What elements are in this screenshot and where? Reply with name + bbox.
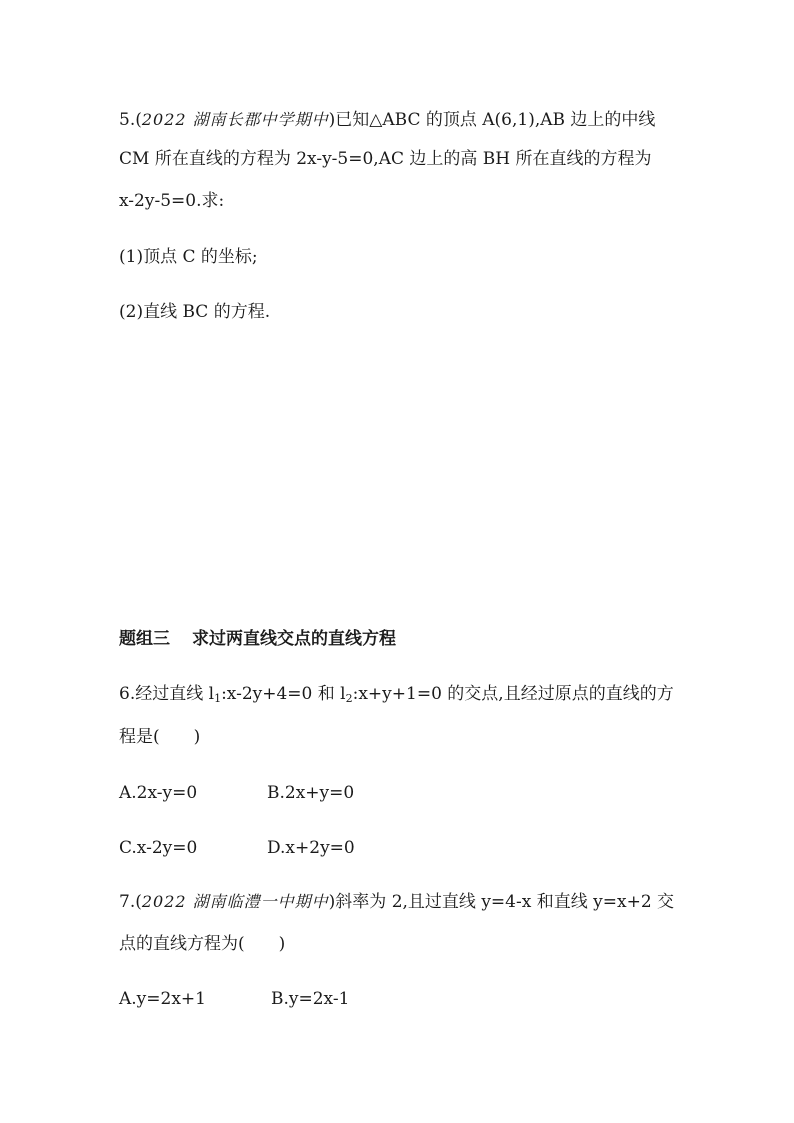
q6-options-row1 (119, 782, 419, 804)
q5-line1-text: )已知△ABC 的顶点 A(6,1),AB 边上的中线 (328, 110, 656, 130)
q6-sub2: 2 (345, 692, 353, 705)
q6-option-c: C.x-2y=0 (119, 838, 198, 858)
q6-option-d: D.x+2y=0 (267, 838, 355, 858)
q6-line1 (119, 683, 674, 705)
q6-line2-b: ) (193, 727, 201, 747)
group3-title: 求过两直线交点的直线方程 (192, 629, 396, 649)
q6-text-c: :x+y+1=0 的交点,且经过原点的直线的方 (352, 684, 674, 704)
q6-option-a: A.2x-y=0 (119, 783, 198, 803)
q7-line2-a: 点的直线方程为( (119, 934, 245, 954)
q7-line1-text: )斜率为 2,且过直线 y=4-x 和直线 y=x+2 交 (328, 892, 675, 912)
q5-part1: (1)顶点 C 的坐标; (119, 247, 258, 267)
q5-source: 2022 湖南长郡中学期中 (141, 110, 329, 129)
group3-heading (119, 628, 396, 650)
q7-number: 7.( (119, 892, 142, 912)
q6-line2 (119, 726, 200, 748)
q6-text-a: 6.经过直线 l (119, 684, 215, 704)
q7-options-row1 (119, 988, 419, 1010)
q7-line2-b: ) (278, 934, 286, 954)
q5-number: 5.( (119, 110, 142, 130)
group3-label: 题组三 (119, 629, 170, 649)
q7-option-b: B.y=2x-1 (271, 989, 350, 1009)
q6-sub1: 1 (214, 692, 222, 705)
q7-source: 2022 湖南临澧一中期中 (141, 892, 329, 911)
q6-text-b: :x-2y+4=0 和 l (221, 684, 346, 704)
q5-line2: CM 所在直线的方程为 2x-y-5=0,AC 边上的高 BH 所在直线的方程为 (119, 149, 652, 169)
q7-line2 (119, 933, 285, 955)
q5-line3: x-2y-5=0.求: (119, 191, 225, 211)
q5-line1 (119, 109, 655, 131)
q6-option-b: B.2x+y=0 (267, 783, 355, 803)
q5-part2: (2)直线 BC 的方程. (119, 302, 271, 322)
q7-line1 (119, 891, 674, 913)
q6-line2-a: 程是( (119, 727, 160, 747)
q7-option-a: A.y=2x+1 (119, 989, 206, 1009)
q6-options-row2 (119, 837, 419, 859)
